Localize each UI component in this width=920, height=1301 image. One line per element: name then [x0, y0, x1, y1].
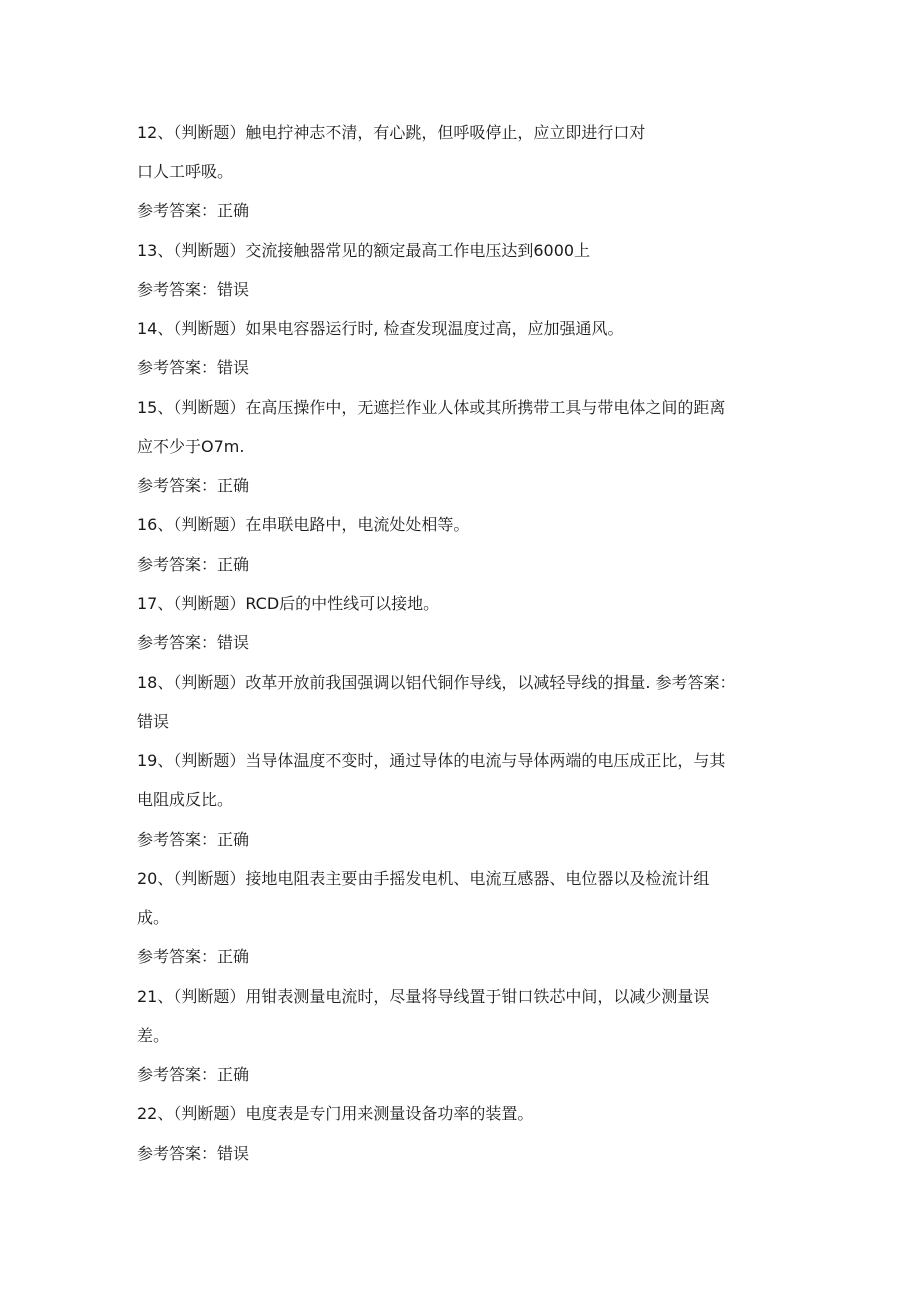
question-12-text-cont: 口人工呼吸。 — [137, 162, 234, 181]
question-16-text: 16、（判断题）在串联电路中，电流处处相等。 — [137, 515, 470, 534]
question-19-answer: 参考答案：正确 — [137, 830, 250, 849]
question-15-text-cont: 应不少于O7m. — [137, 437, 245, 456]
question-21-text: 21、（判断题）用钳表测量电流时，尽量将导线置于钳口铁芯中间，以减少测量误 — [137, 987, 710, 1006]
question-14-text: 14、（判断题）如果电容器运行时, 检查发现温度过高，应加强通风。 — [137, 319, 624, 338]
question-22-text: 22、（判断题）电度表是专门用来测量设备功率的装置。 — [137, 1104, 534, 1123]
question-12-text: 12、（判断题）触电拧神志不清，有心跳，但呼吸停止，应立即进行口对 — [137, 123, 646, 142]
question-20-answer: 参考答案：正确 — [137, 947, 250, 966]
question-15-answer: 参考答案：正确 — [137, 476, 250, 495]
question-17-answer: 参考答案：错误 — [137, 633, 250, 652]
question-15-text: 15、（判断题）在高压操作中，无遮拦作业人体或其所携带工具与带电体之间的距离 — [137, 398, 726, 417]
question-12-answer: 参考答案：正确 — [137, 201, 250, 220]
question-18-answer: 错误 — [137, 712, 170, 731]
question-14-answer: 参考答案：错误 — [137, 358, 250, 377]
question-21-answer: 参考答案：正确 — [137, 1065, 250, 1084]
question-17-text: 17、（判断题）RCD后的中性线可以接地。 — [137, 594, 440, 613]
question-20-text-cont: 成。 — [137, 908, 170, 927]
question-16-answer: 参考答案：正确 — [137, 555, 250, 574]
question-21-text-cont: 差。 — [137, 1026, 170, 1045]
question-19-text: 19、（判断题）当导体温度不变时，通过导体的电流与导体两端的电压成正比，与其 — [137, 751, 726, 770]
question-13-answer: 参考答案：错误 — [137, 280, 250, 299]
question-19-text-cont: 电阻成反比。 — [137, 790, 234, 809]
question-18-text: 18、（判断题）改革开放前我国强调以铝代铜作导线，以减轻导线的揖量. 参考答案： — [137, 673, 736, 692]
question-22-answer: 参考答案：错误 — [137, 1144, 250, 1163]
question-20-text: 20、（判断题）接地电阻表主要由手摇发电机、电流互感器、电位器以及检流计组 — [137, 869, 710, 888]
question-13-text: 13、（判断题）交流接触器常见的额定最高工作电压达到6000上 — [137, 241, 591, 260]
